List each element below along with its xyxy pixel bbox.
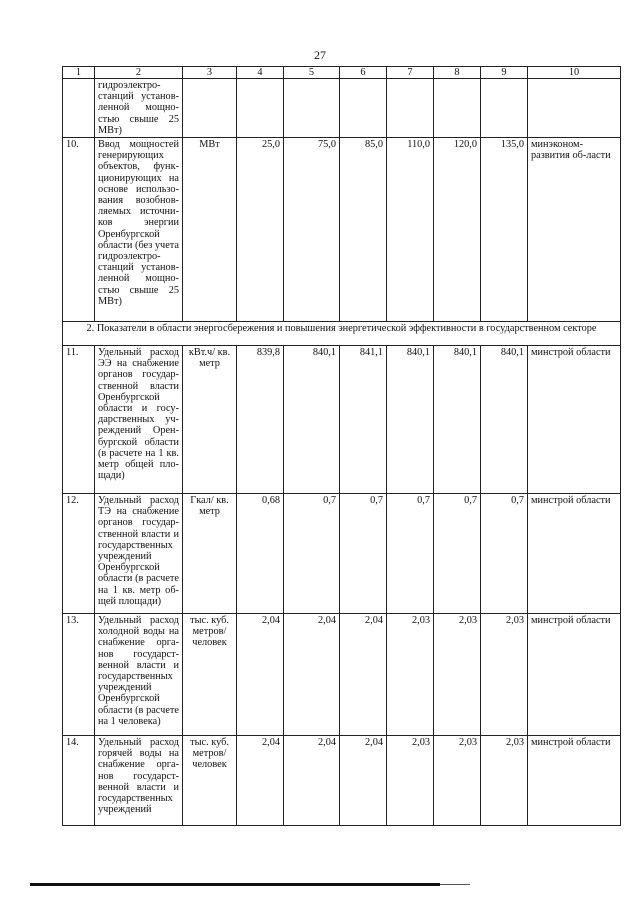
column-number: 2 [95,67,183,79]
column-number: 1 [63,67,95,79]
column-number-row [63,67,621,79]
column-number: 10 [528,67,621,79]
row-number: 13. [63,614,95,736]
value-cell: 25,0 [237,138,284,322]
value-cell: 840,1 [387,346,434,494]
responsible-cell: минстрой области [528,614,621,736]
value-cell: 2,03 [387,736,434,826]
responsible-cell [528,79,621,138]
table-row [63,138,621,322]
unit-cell: тыс. куб. метров/ человек [183,614,237,736]
responsible-cell: минстрой области [528,346,621,494]
value-cell: 2,03 [434,736,481,826]
value-cell [434,79,481,138]
unit-cell: Гкал/ кв. метр [183,494,237,614]
value-cell [340,79,387,138]
bottom-rule [30,883,440,886]
value-cell: 110,0 [387,138,434,322]
value-cell: 0,7 [340,494,387,614]
value-cell: 839,8 [237,346,284,494]
responsible-cell: минстрой области [528,736,621,826]
value-cell [481,79,528,138]
value-cell: 0,7 [434,494,481,614]
row-number: 14. [63,736,95,826]
unit-cell: кВт.ч/ кв. метр [183,346,237,494]
table-row [63,736,621,826]
value-cell: 0,7 [481,494,528,614]
value-cell: 0,7 [284,494,340,614]
value-cell [237,79,284,138]
value-cell: 85,0 [340,138,387,322]
value-cell: 840,1 [434,346,481,494]
indicator-name: Удельный расход ЭЭ на снабжение органов государ-ственной власти Оренбургской области и госу-дарственных уч-реждений Орен-бургской области (в расчете на 1 кв. метр общей пло-щади) [95,346,183,494]
column-number: 6 [340,67,387,79]
indicator-name: Удельный расход холодной воды на снабжение орга-нов государст-венной власти и государственных учреждений Оренбургской области (в расчете на 1 человека) [95,614,183,736]
indicator-name: гидроэлектро-станций установ-ленной мощно-стью свыше 25 МВт) [95,79,183,138]
value-cell: 2,04 [237,614,284,736]
value-cell: 75,0 [284,138,340,322]
value-cell [387,79,434,138]
value-cell: 2,03 [387,614,434,736]
indicators-table [62,66,621,826]
indicator-name: Ввод мощностей генерирующих объектов, функ-ционирующих на основе использо-вания возобнов-ляемых источни-ков энергии Оренбургской области (без учета гидроэлектро-станций установ-ленной мощно-стью свыше 25 МВт) [95,138,183,322]
value-cell: 2,04 [340,614,387,736]
column-number: 7 [387,67,434,79]
section-title: 2. Показатели в области энергосбережения и повышения энергетической эффективности в государственном секторе [63,322,621,346]
row-number [63,79,95,138]
row-number: 11. [63,346,95,494]
column-number: 9 [481,67,528,79]
value-cell: 0,7 [387,494,434,614]
column-number: 3 [183,67,237,79]
indicator-name: Удельный расход ТЭ на снабжение органов государ-ственной власти и государственных учреждений Оренбургской области (в расчете на 1 кв. метр об-щей площади) [95,494,183,614]
value-cell: 840,1 [284,346,340,494]
value-cell: 2,04 [284,736,340,826]
section-row [63,322,621,346]
value-cell: 135,0 [481,138,528,322]
unit-cell [183,79,237,138]
unit-cell: тыс. куб. метров/ человек [183,736,237,826]
table-row [63,79,621,138]
value-cell: 840,1 [481,346,528,494]
table-row [63,614,621,736]
value-cell: 120,0 [434,138,481,322]
value-cell: 2,03 [481,736,528,826]
column-number: 5 [284,67,340,79]
row-number: 12. [63,494,95,614]
value-cell [284,79,340,138]
value-cell: 841,1 [340,346,387,494]
indicator-name: Удельный расход горячей воды на снабжение орга-нов государст-венной власти и государственных учреждений [95,736,183,826]
value-cell: 2,04 [284,614,340,736]
responsible-cell: минстрой области [528,494,621,614]
column-number: 8 [434,67,481,79]
column-number: 4 [237,67,284,79]
table-row [63,346,621,494]
value-cell: 2,04 [340,736,387,826]
unit-cell: МВт [183,138,237,322]
value-cell: 2,04 [237,736,284,826]
value-cell: 2,03 [481,614,528,736]
table-row [63,494,621,614]
value-cell: 2,03 [434,614,481,736]
responsible-cell: минэконом-развития об-ласти [528,138,621,322]
value-cell: 0,68 [237,494,284,614]
row-number: 10. [63,138,95,322]
bottom-rule-tail [440,884,470,885]
page-number: 27 [314,48,326,62]
